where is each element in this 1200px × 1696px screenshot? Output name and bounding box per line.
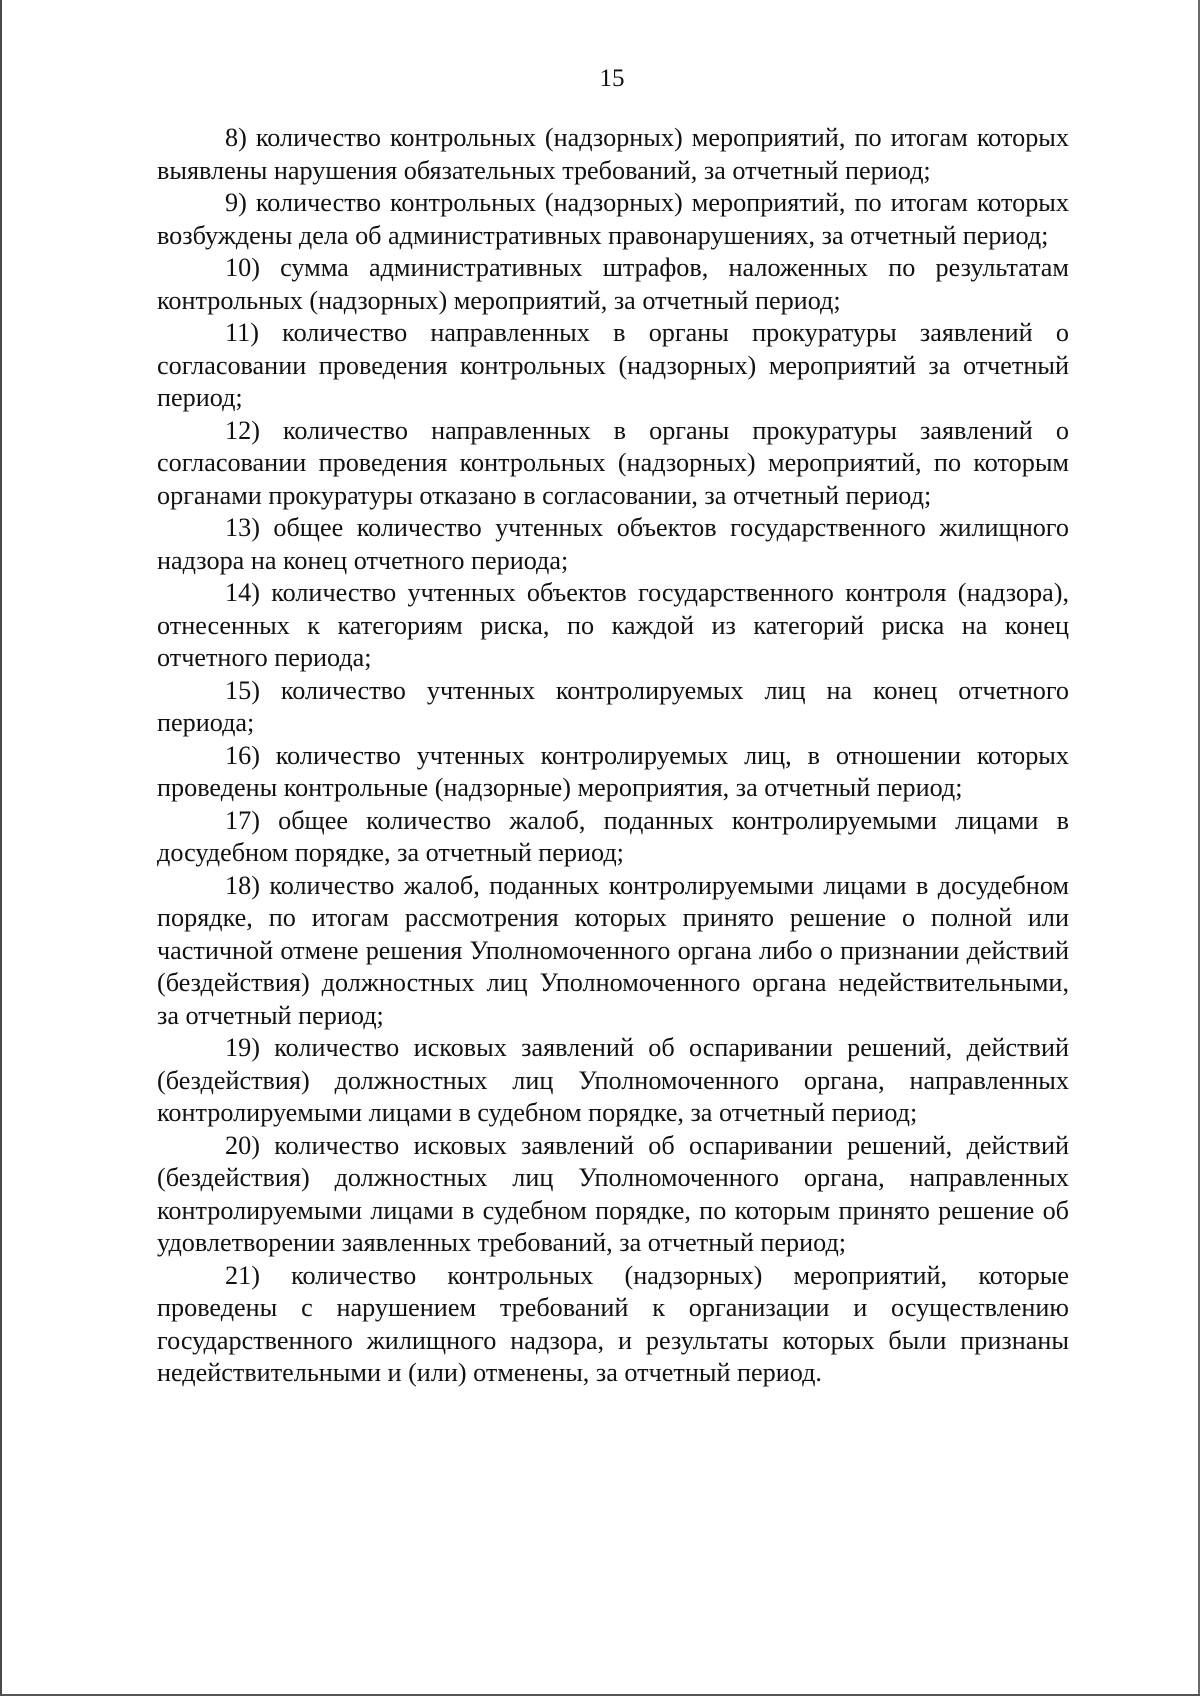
list-item: 14) количество учтенных объектов государственного контроля (надзора), отнесенных к категориям риска, по каждой из категорий риска на конец отчетного периода; bbox=[157, 578, 1069, 672]
page-number: 15 bbox=[599, 65, 625, 92]
list-item: 19) количество исковых заявлений об оспаривании решений, действий (бездействия) должностных лиц Уполномоченного органа, направленных контролируемыми лицами в судебном порядке, за отчетный период; bbox=[157, 1033, 1069, 1127]
scan-edge-left bbox=[0, 0, 2, 1696]
list-item: 16) количество учтенных контролируемых лиц, в отношении которых проведены контрольные (надзорные) мероприятия, за отчетный период; bbox=[157, 740, 1069, 802]
list-item: 12) количество направленных в органы прокуратуры заявлений о согласовании проведения контрольных (надзорных) мероприятий, по которым органами прокуратуры отказано в согласовании, за отчетный период; bbox=[157, 415, 1069, 510]
list-item: 8) количество контрольных (надзорных) мероприятий, по итогам которых выявлены нарушения обязательных требований, за отчетный период; bbox=[157, 123, 1069, 185]
list-item: 18) количество жалоб, поданных контролируемыми лицами в досудебном порядке, по итогам рассмотрения которых принято решение о полной или частичной отмене решения Уполномоченного органа либо о признании действий (бездействия) должностных лиц Уполномоченного органа недействительными, за отчетный период; bbox=[157, 870, 1069, 1030]
list-item: 10) сумма административных штрафов, наложенных по результатам контрольных (надзорных) мероприятий, за отчетный период; bbox=[157, 253, 1069, 315]
list-item: 9) количество контрольных (надзорных) мероприятий, по итогам которых возбуждены дела об административных правонарушениях, за отчетный период; bbox=[157, 188, 1069, 250]
list-item: 20) количество исковых заявлений об оспаривании решений, действий (бездействия) должностных лиц Уполномоченного органа, направленных контролируемыми лицами в судебном порядке, по которым принято решение об удовлетворении заявленных требований, за отчетный период; bbox=[157, 1130, 1069, 1257]
list-item: 17) общее количество жалоб, поданных контролируемыми лицами в досудебном порядке, за отчетный период; bbox=[157, 805, 1069, 867]
list-item: 21) количество контрольных (надзорных) мероприятий, которые проведены с нарушением требований к организации и осуществлению государственного жилищного надзора, и результаты которых были признаны недействительными и (или) отменены, за отчетный период. bbox=[157, 1260, 1069, 1387]
document-body bbox=[157, 122, 1069, 1390]
list-item: 11) количество направленных в органы прокуратуры заявлений о согласовании проведения контрольных (надзорных) мероприятий за отчетный период; bbox=[157, 318, 1069, 412]
list-item: 13) общее количество учтенных объектов государственного жилищного надзора на конец отчетного периода; bbox=[157, 513, 1069, 575]
list-item: 15) количество учтенных контролируемых лиц на конец отчетного периода; bbox=[157, 675, 1069, 737]
